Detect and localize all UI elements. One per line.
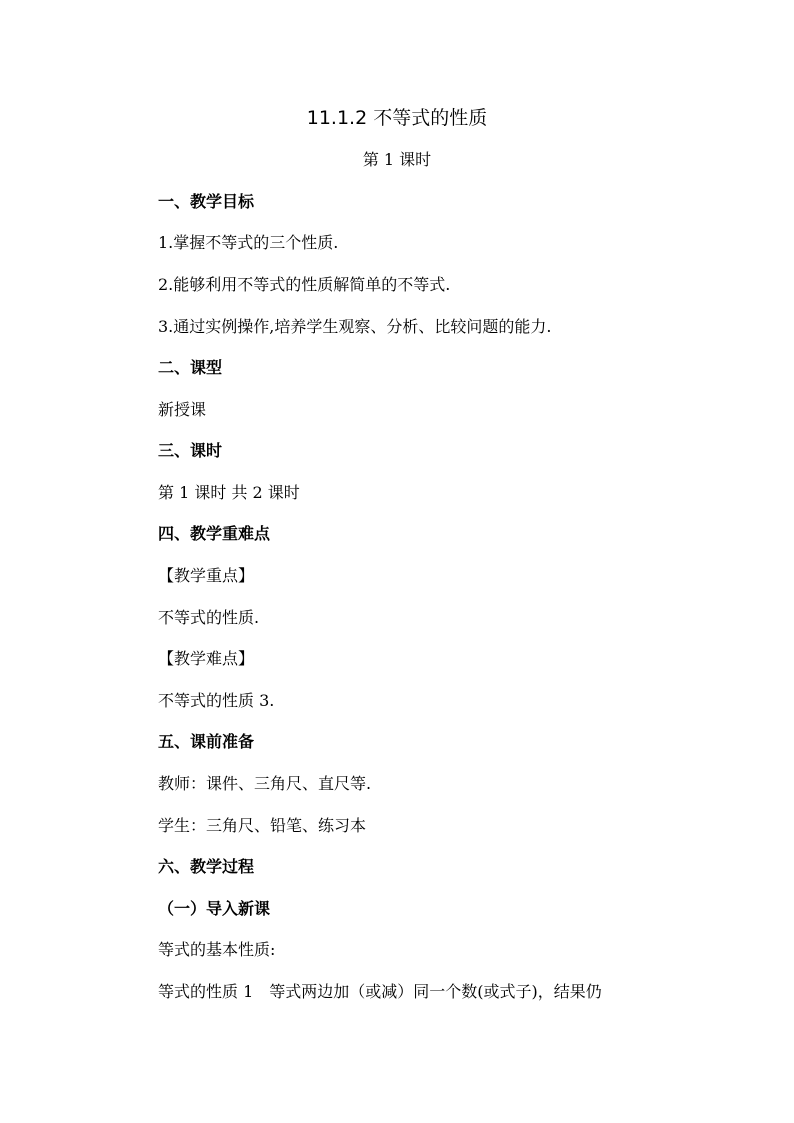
objective-3: 3.通过实例操作,培养学生观察、分析、比较问题的能力. <box>158 317 552 336</box>
difficulty-label: 【教学难点】 <box>158 649 255 668</box>
document-subtitle: 第 1 课时 <box>362 150 432 169</box>
section-heading-objectives: 一、教学目标 <box>158 192 255 211</box>
key-point-text: 不等式的性质. <box>158 608 260 627</box>
section-heading-period: 三、课时 <box>158 441 223 460</box>
process-text-1: 等式的基本性质: <box>158 940 276 959</box>
objective-2: 2.能够利用不等式的性质解简单的不等式. <box>158 275 451 294</box>
process-text-2: 等式的性质 1 等式两边加（或减）同一个数(或式子)，结果仍 <box>158 982 602 1001</box>
section-heading-preparation: 五、课前准备 <box>158 732 255 751</box>
student-prep-text: 学生：三角尺、铅笔、练习本 <box>158 816 367 835</box>
section-heading-key-points: 四、教学重难点 <box>158 524 271 543</box>
difficulty-text: 不等式的性质 3. <box>158 691 275 710</box>
document-title: 11.1.2 不等式的性质 <box>306 107 488 129</box>
section-heading-lesson-type: 二、课型 <box>158 358 223 377</box>
objective-1: 1.掌握不等式的三个性质. <box>158 233 339 252</box>
section-heading-process: 六、教学过程 <box>158 857 255 876</box>
teacher-prep-text: 教师：课件、三角尺、直尺等. <box>158 774 372 793</box>
subsection-heading-intro: （一）导入新课 <box>158 899 271 918</box>
lesson-type-text: 新授课 <box>158 400 207 419</box>
period-text: 第 1 课时 共 2 课时 <box>158 483 300 502</box>
key-point-label: 【教学重点】 <box>158 566 255 585</box>
